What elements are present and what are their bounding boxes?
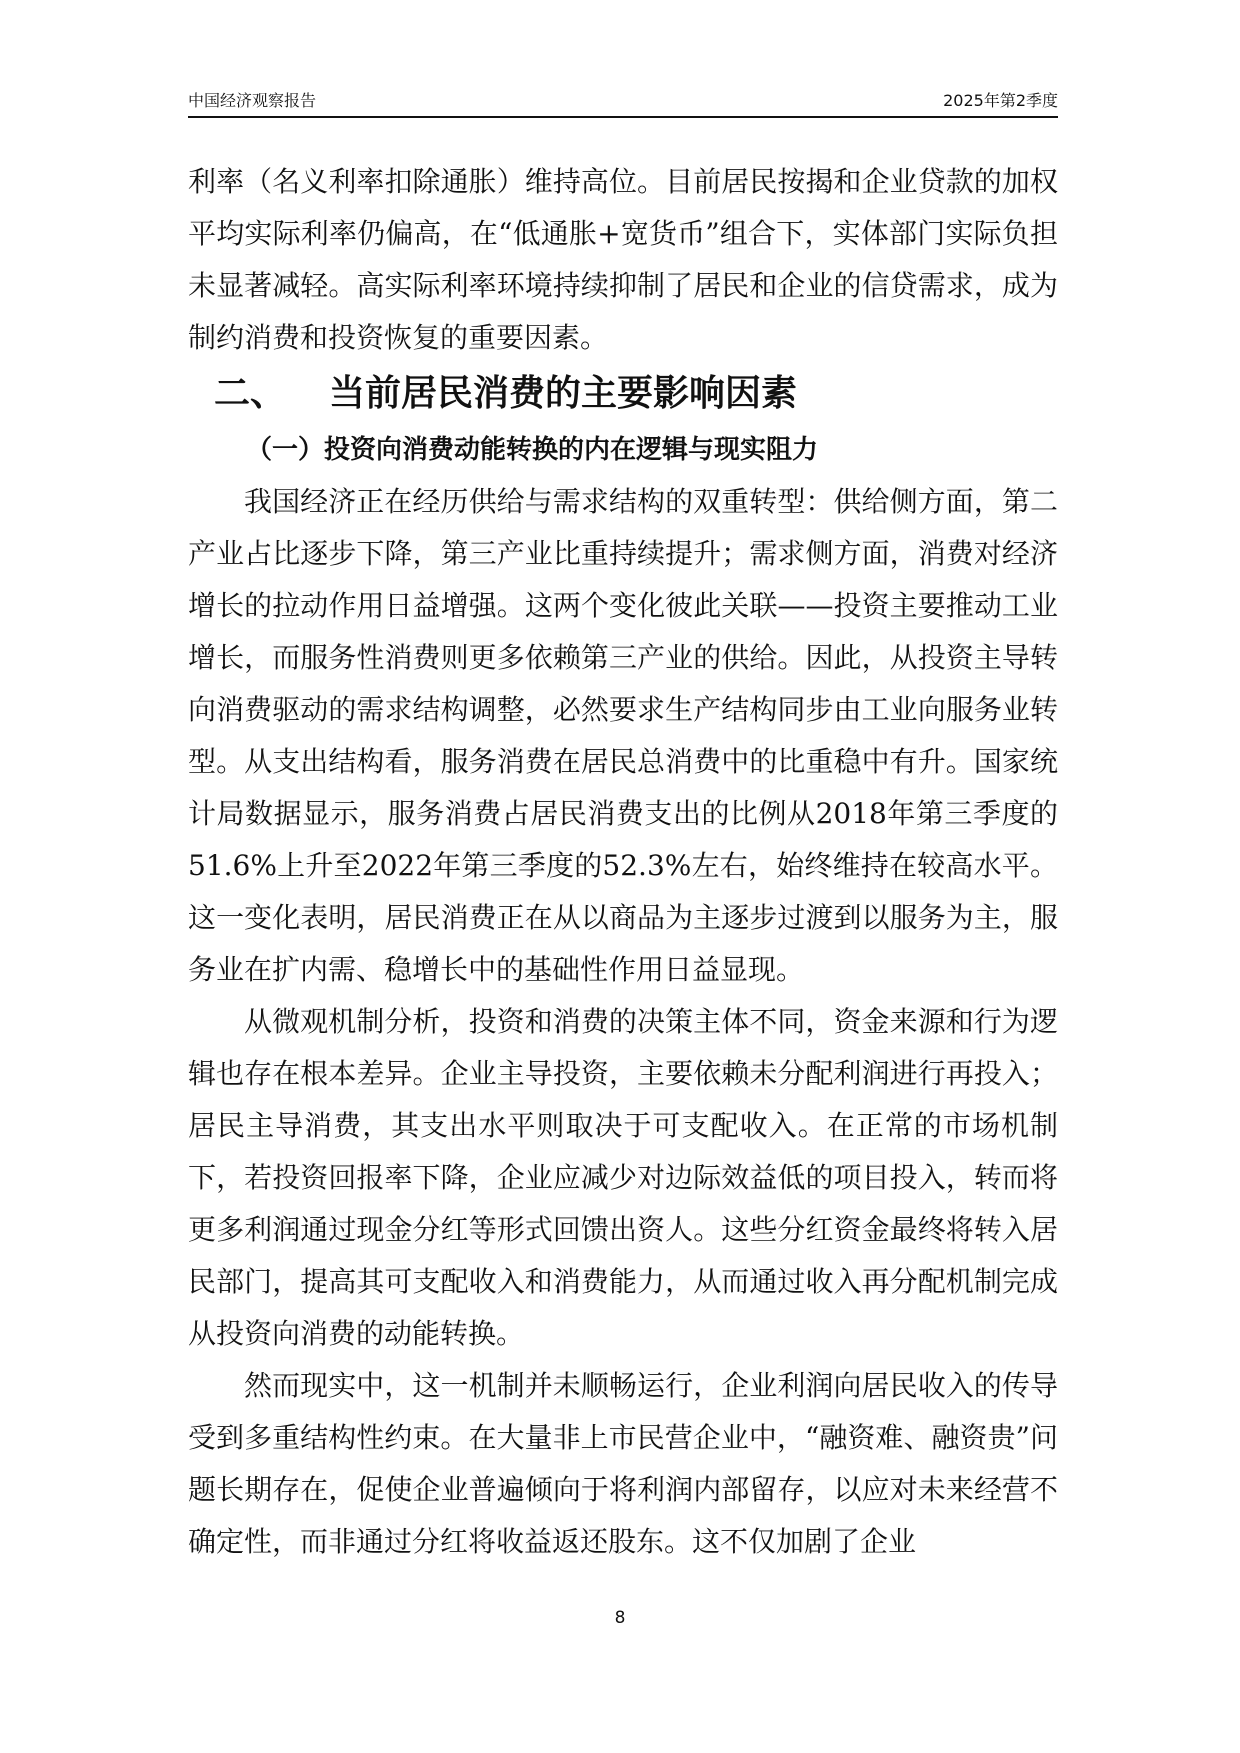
header-period: 2025年第2季度 (943, 91, 1058, 110)
section-title: 当前居民消费的主要影响因素 (329, 373, 798, 414)
section-heading (188, 364, 1058, 424)
page-header (188, 86, 1058, 118)
page-content (188, 156, 1058, 1568)
page-number: 8 (614, 1608, 626, 1628)
subsection-heading: （一）投资向消费动能转换的内在逻辑与现实阻力 (246, 435, 819, 465)
paragraph-1: 我国经济正在经历供给与需求结构的双重转型：供给侧方面，第二产业占比逐步下降，第三产业比重持续提升；需求侧方面，消费对经济增长的拉动作用日益增强。这两个变化彼此关联——投资主要推动工业增长，而服务性消费则更多依赖第三产业的供给。因此，从投资主导转向消费驱动的需求结构调整，必然要求生产结构同步由工业向服务业转型。从支出结构看，服务消费在居民总消费中的比重稳中有升。国家统计局数据显示，服务消费占居民消费支出的比例从2018年第三季度的51.6%上升至2022年第三季度的52.3%左右，始终维持在较高水平。这一变化表明，居民消费正在从以商品为主逐步过渡到以服务为主，服务业在扩内需、稳增长中的基础性作用日益显现。 (188, 485, 1058, 986)
paragraph-3: 然而现实中，这一机制并未顺畅运行，企业利润向居民收入的传导受到多重结构性约束。在大量非上市民营企业中，“融资难、融资贵”问题长期存在，促使企业普遍倾向于将利润内部留存，以应对未来经营不确定性，而非通过分红将收益返还股东。这不仅加剧了企业 (188, 1369, 1058, 1558)
section-number: 二、 (214, 373, 287, 414)
header-title: 中国经济观察报告 (188, 91, 317, 110)
paragraph-2: 从微观机制分析，投资和消费的决策主体不同，资金来源和行为逻辑也存在根本差异。企业主导投资，主要依赖未分配利润进行再投入；居民主导消费，其支出水平则取决于可支配收入。在正常的市场机制下，若投资回报率下降，企业应减少对边际效益低的项目投入，转而将更多利润通过现金分红等形式回馈出资人。这些分红资金最终将转入居民部门，提高其可支配收入和消费能力，从而通过收入再分配机制完成从投资向消费的动能转换。 (188, 1005, 1058, 1350)
paragraph-continued: 利率（名义利率扣除通胀）维持高位。目前居民按揭和企业贷款的加权平均实际利率仍偏高，在“低通胀+宽货币”组合下，实体部门实际负担未显著减轻。高实际利率环境持续抑制了居民和企业的信贷需求，成为制约消费和投资恢复的重要因素。 (188, 165, 1058, 354)
